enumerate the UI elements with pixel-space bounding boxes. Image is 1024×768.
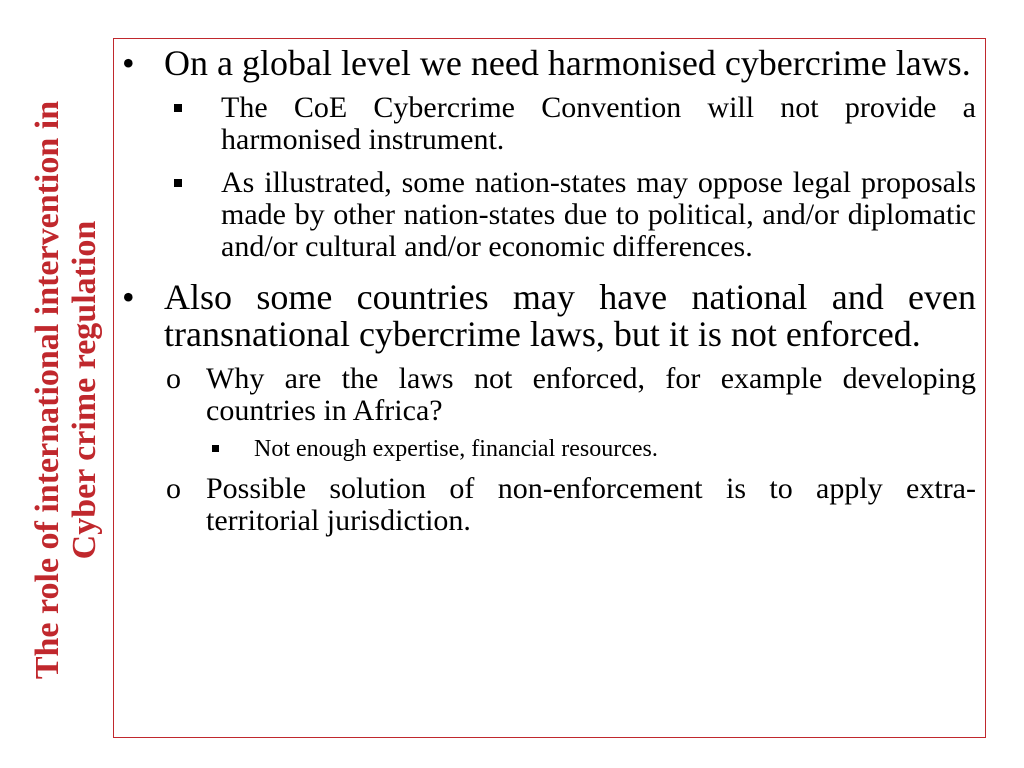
circle-bullet-marker: o — [166, 362, 181, 395]
bullet-item — [114, 45, 985, 82]
side-title-line-1: The role of international intervention in — [29, 100, 66, 680]
sub-bullet-item — [114, 473, 985, 537]
bullet-text: On a global level we need harmonised cybercrime laws. — [164, 43, 971, 83]
bullet-list — [114, 45, 985, 537]
bullet-text: Also some countries may have national and even transnational cybercrime laws, but it is not enforced. — [164, 277, 976, 354]
bullet-item — [114, 279, 985, 353]
sub-bullet-text: The CoE Cybercrime Convention will not provide a harmonised instrument. — [221, 91, 976, 156]
sub-bullet-text: Possible solution of non-enforcement is to apply extra-territorial jurisdiction. — [206, 472, 976, 537]
side-title-text — [29, 40, 103, 740]
bullet-marker: • — [122, 277, 135, 317]
circle-bullet-marker: o — [166, 472, 181, 505]
side-title — [20, 40, 112, 740]
sub-sub-bullet-item — [114, 435, 985, 463]
bullet-marker: • — [122, 43, 135, 83]
sub-bullet-text: Why are the laws not enforced, for example developing countries in Africa? — [206, 362, 976, 427]
sub-bullet-item — [114, 92, 985, 156]
square-bullet-icon — [174, 179, 182, 187]
slide-content-box — [113, 38, 986, 738]
sub-sub-bullet-text: Not enough expertise, financial resources. — [254, 436, 658, 462]
sub-bullet-item — [114, 363, 985, 427]
sub-bullet-text: As illustrated, some nation-states may oppose legal proposals made by other nation-states due to political, and/or diplomatic and/or cultural and/or economic differences. — [221, 166, 976, 263]
square-bullet-icon — [212, 445, 219, 452]
square-bullet-icon — [174, 104, 182, 112]
side-title-line-2: Cyber crime regulation — [66, 220, 103, 560]
sub-bullet-item — [114, 167, 985, 263]
